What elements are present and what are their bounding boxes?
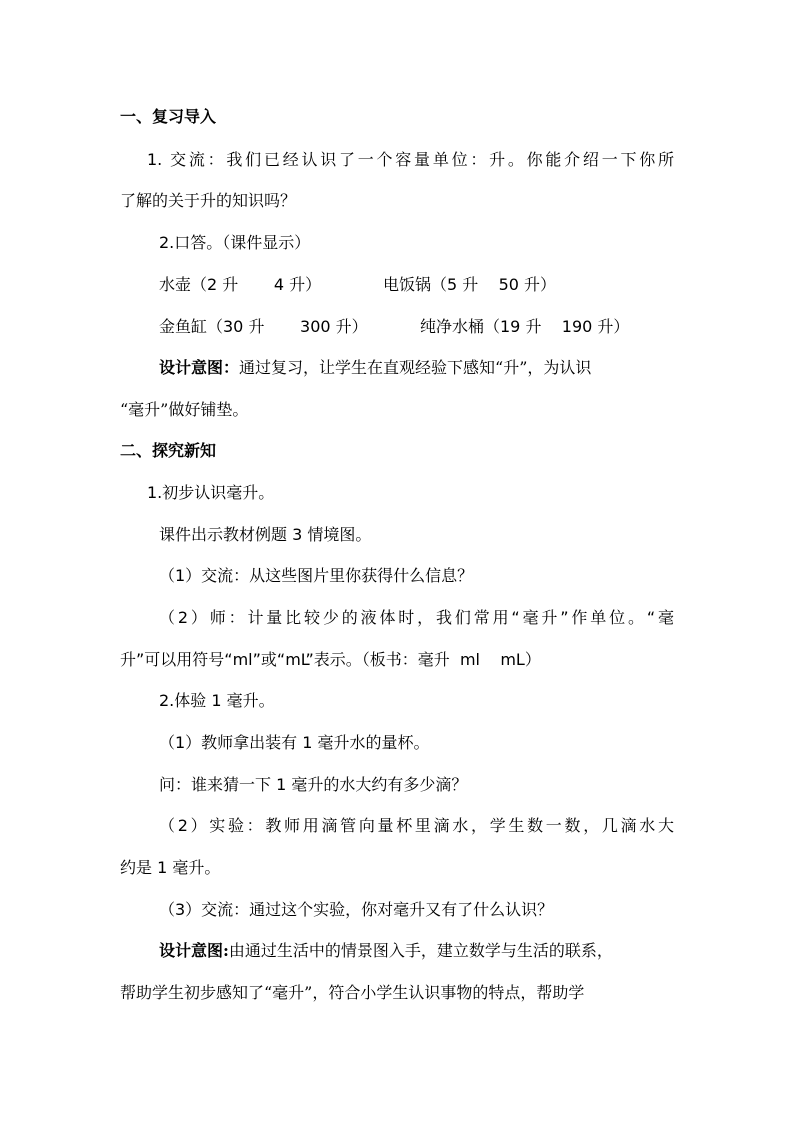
section1-row2-waterbucket: 纯净水桶（19 升 190 升） (420, 317, 630, 336)
section1-design-intent-line2: “毫升”做好铺垫。 (120, 400, 249, 419)
section1-row1-kettle: 水壶（2 升 4 升） (159, 275, 322, 294)
section1-row1-ricecooker: 电饭锅（5 升 50 升） (383, 275, 557, 294)
section2-p8-line2: 约是 1 毫升。 (120, 858, 221, 877)
section2-p5: 2.体验 1 毫升。 (159, 691, 275, 710)
section2-p6: （1）教师拿出装有 1 毫升水的量杯。 (159, 733, 430, 752)
section1-item2: 2.口答。（课件显示） (159, 233, 311, 252)
section2-p4-line1: （2）师：计量比较少的液体时，我们常用“毫升”作单位。“毫 (159, 608, 674, 627)
section1-item1-line2: 了解的关于升的知识吗？ (120, 191, 297, 210)
section1-row2-fishtank: 金鱼缸（30 升 300 升） (159, 317, 368, 336)
section2-p7: 问：谁来猜一下 1 毫升的水大约有多少滴？ (159, 775, 468, 794)
section1-design-intent-label: 设计意图： (159, 358, 240, 377)
section2-p9: （3）交流：通过这个实验，你对毫升又有了什么认识？ (159, 900, 554, 919)
section2-design-intent-label: 设计意图: (159, 941, 229, 960)
section2-design-intent-line2: 帮助学生初步感知了“毫升”，符合小学生认识事物的特点，帮助学 (120, 983, 585, 1002)
section2-p2: 课件出示教材例题 3 情境图。 (159, 525, 372, 544)
section2-p3: （1）交流：从这些图片里你获得什么信息？ (159, 566, 474, 585)
section1-item1-line1: 1. 交流：我们已经认识了一个容量单位：升。你能介绍一下你所 (147, 150, 674, 169)
section2-design-intent-text: 由通过生活中的情景图入手，建立数学与生活的联系， (228, 941, 613, 960)
section1-design-intent-text: 通过复习，让学生在直观经验下感知“升”，为认识 (239, 358, 592, 377)
section2-p8-line1: （2）实验：教师用滴管向量杯里滴水，学生数一数，几滴水大 (159, 816, 674, 835)
section2-p1: 1.初步认识毫升。 (147, 483, 275, 502)
section1-design-intent-line1 (159, 358, 674, 378)
section2-p4-line2: 升”可以用符号“ml”或“mL”表示。（板书：毫升 ml mL） (120, 650, 541, 669)
section2-heading: 二、探究新知 (120, 441, 217, 460)
section1-heading: 一、复习导入 (120, 107, 217, 126)
section2-design-intent-line1 (159, 941, 674, 961)
